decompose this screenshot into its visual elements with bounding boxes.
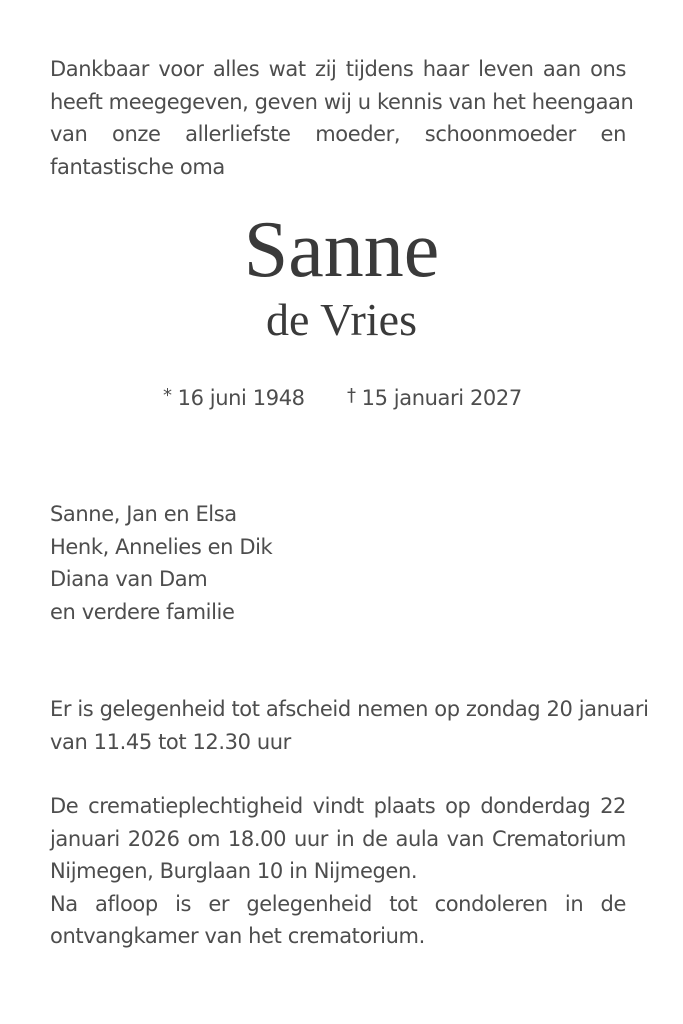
birth-date: 16 juni 1948 (177, 386, 305, 410)
death-date-group (347, 380, 522, 418)
ceremony-line: De crematieplechtigheid vindt plaats op donderdag 22 (50, 794, 626, 818)
ceremony-line: januari 2026 om 18.00 uur in de aula van Crematorium (50, 826, 626, 851)
family-line: en verdere familie (50, 599, 235, 624)
life-dates (0, 380, 683, 416)
ceremony-line: ontvangkamer van het crematorium. (50, 924, 425, 948)
intro-line: van onze allerliefste moeder, schoonmoeder en (50, 122, 626, 146)
deceased-first-name: Sanne (243, 206, 440, 294)
death-date: 15 januari 2027 (361, 386, 522, 410)
intro-paragraph (50, 53, 634, 183)
deceased-last-name: de Vries (266, 294, 417, 345)
farewell-line: Er is gelegenheid tot afscheid nemen op zondag 20 januari (50, 697, 649, 721)
family-line: Diana van Dam (50, 567, 208, 591)
intro-line: fantastische oma (50, 154, 225, 179)
family-line: Henk, Annelies en Dik (50, 534, 273, 559)
family-list (50, 498, 450, 628)
ceremony-line: Nijmegen, Burglaan 10 in Nijmegen. (50, 859, 418, 883)
birth-date-group (163, 380, 305, 418)
birth-star-icon: * (163, 385, 172, 406)
family-line: Sanne, Jan en Elsa (50, 502, 237, 526)
intro-line: Dankbaar voor alles wat zij tijdens haar leven aan ons (50, 57, 626, 81)
farewell-line: van 11.45 tot 12.30 uur (50, 729, 291, 754)
ceremony-paragraph (50, 790, 626, 953)
farewell-paragraph (50, 693, 649, 758)
death-cross-icon: † (347, 385, 356, 406)
intro-line: heeft meegegeven, geven wij u kennis van het heengaan (50, 89, 634, 114)
ceremony-line: Na afloop is er gelegenheid tot condoleren in de (50, 891, 626, 916)
